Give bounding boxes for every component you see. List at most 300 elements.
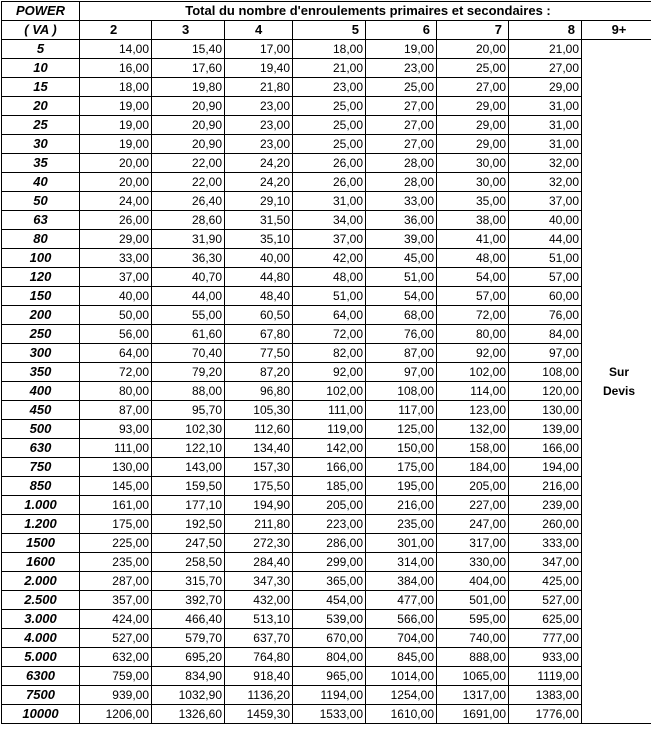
table-row [2,97,651,116]
price-cell: 194,00 [509,458,582,477]
price-cell: 260,00 [509,515,582,534]
price-cell: 23,00 [225,116,293,135]
price-cell: 72,00 [437,306,509,325]
price-cell: 19,00 [366,40,437,59]
price-cell: 513,10 [225,610,293,629]
price-cell: 18,00 [80,78,152,97]
price-cell: 97,00 [509,344,582,363]
power-value: 150 [2,287,80,306]
price-cell: 466,40 [152,610,225,629]
price-cell: 19,00 [80,135,152,154]
price-cell: 60,50 [225,306,293,325]
price-cell: 299,00 [293,553,366,572]
price-cell: 35,10 [225,230,293,249]
col-header-2: 2 [80,21,152,40]
price-cell: 933,00 [509,648,582,667]
price-cell: 1065,00 [437,667,509,686]
price-cell: 24,20 [225,154,293,173]
price-cell: 33,00 [366,192,437,211]
table-row [2,667,651,686]
table-row [2,40,651,59]
power-value: 1600 [2,553,80,572]
power-value: 750 [2,458,80,477]
price-cell: 347,30 [225,572,293,591]
price-cell: 132,00 [437,420,509,439]
table-row [2,173,651,192]
price-cell: 223,00 [293,515,366,534]
table-row [2,705,651,724]
price-cell: 76,00 [366,325,437,344]
power-value: 2.500 [2,591,80,610]
power-value: 100 [2,249,80,268]
quote-line-2: Devis [602,383,636,398]
price-cell: 48,00 [293,268,366,287]
power-value: 300 [2,344,80,363]
price-cell: 60,00 [509,287,582,306]
price-cell: 19,00 [80,116,152,135]
power-value: 250 [2,325,80,344]
price-cell: 84,00 [509,325,582,344]
price-cell: 424,00 [80,610,152,629]
price-cell: 392,70 [152,591,225,610]
power-value: 80 [2,230,80,249]
price-cell: 108,00 [366,382,437,401]
price-cell: 111,00 [293,401,366,420]
price-cell: 56,00 [80,325,152,344]
price-cell: 1691,00 [437,705,509,724]
price-cell: 1254,00 [366,686,437,705]
price-cell: 365,00 [293,572,366,591]
table-row [2,572,651,591]
price-cell: 454,00 [293,591,366,610]
price-cell: 27,00 [509,59,582,78]
price-cell: 1459,30 [225,705,293,724]
power-value: 200 [2,306,80,325]
power-value: 35 [2,154,80,173]
price-cell: 54,00 [366,287,437,306]
price-cell: 31,00 [293,192,366,211]
power-value: 350 [2,363,80,382]
price-cell: 764,80 [225,648,293,667]
table-row [2,135,651,154]
price-cell: 194,90 [225,496,293,515]
col-header-3: 3 [152,21,225,40]
power-value: 30 [2,135,80,154]
price-cell: 1533,00 [293,705,366,724]
price-cell: 1610,00 [366,705,437,724]
power-value: 15 [2,78,80,97]
power-header: POWER [2,2,80,21]
price-cell: 87,00 [366,344,437,363]
price-cell: 595,00 [437,610,509,629]
price-cell: 227,00 [437,496,509,515]
price-cell: 23,00 [366,59,437,78]
power-value: 50 [2,192,80,211]
table-row [2,420,651,439]
price-cell: 112,60 [225,420,293,439]
price-table [1,1,651,724]
price-cell: 25,00 [437,59,509,78]
power-value: 850 [2,477,80,496]
price-cell: 286,00 [293,534,366,553]
price-cell: 28,00 [366,154,437,173]
price-cell: 918,40 [225,667,293,686]
price-cell: 119,00 [293,420,366,439]
price-cell: 35,00 [437,192,509,211]
power-value: 1.200 [2,515,80,534]
price-cell: 57,00 [437,287,509,306]
price-cell: 235,00 [366,515,437,534]
price-cell: 102,00 [293,382,366,401]
price-cell: 20,90 [152,97,225,116]
price-cell: 34,00 [293,211,366,230]
price-cell: 632,00 [80,648,152,667]
price-cell: 759,00 [80,667,152,686]
col-header-9plus: 9+ [582,21,651,40]
price-cell: 150,00 [366,439,437,458]
price-cell: 54,00 [437,268,509,287]
price-cell: 804,00 [293,648,366,667]
table-row [2,78,651,97]
table-row [2,59,651,78]
price-cell: 28,60 [152,211,225,230]
price-cell: 44,80 [225,268,293,287]
price-cell: 32,00 [509,154,582,173]
price-cell: 22,00 [152,173,225,192]
power-value: 6300 [2,667,80,686]
price-cell: 158,00 [437,439,509,458]
price-cell: 527,00 [80,629,152,648]
price-cell: 20,90 [152,116,225,135]
price-cell: 122,10 [152,439,225,458]
price-cell: 26,00 [293,173,366,192]
price-cell: 477,00 [366,591,437,610]
price-cell: 21,80 [225,78,293,97]
price-cell: 29,00 [437,116,509,135]
price-cell: 61,60 [152,325,225,344]
power-value: 2.000 [2,572,80,591]
price-cell: 25,00 [366,78,437,97]
price-cell: 80,00 [437,325,509,344]
price-cell: 347,00 [509,553,582,572]
price-cell: 114,00 [437,382,509,401]
price-cell: 26,00 [293,154,366,173]
price-cell: 175,50 [225,477,293,496]
price-cell: 16,00 [80,59,152,78]
power-value: 40 [2,173,80,192]
table-row [2,287,651,306]
table-row [2,534,651,553]
price-cell: 501,00 [437,591,509,610]
price-cell: 159,50 [152,477,225,496]
table-row [2,325,651,344]
price-cell: 315,70 [152,572,225,591]
price-cell: 36,00 [366,211,437,230]
price-cell: 31,00 [509,135,582,154]
price-cell: 21,00 [293,59,366,78]
price-cell: 64,00 [80,344,152,363]
price-cell: 64,00 [293,306,366,325]
price-cell: 185,00 [293,477,366,496]
price-cell: 31,50 [225,211,293,230]
price-cell: 20,00 [437,40,509,59]
price-cell: 20,90 [152,135,225,154]
price-cell: 145,00 [80,477,152,496]
price-cell: 23,00 [293,78,366,97]
price-cell: 425,00 [509,572,582,591]
price-cell: 239,00 [509,496,582,515]
price-cell: 205,00 [437,477,509,496]
price-cell: 777,00 [509,629,582,648]
power-value: 20 [2,97,80,116]
price-cell: 44,00 [509,230,582,249]
price-cell: 123,00 [437,401,509,420]
price-cell: 25,00 [293,116,366,135]
table-row [2,230,651,249]
price-cell: 102,30 [152,420,225,439]
table-row [2,363,651,382]
table-row [2,477,651,496]
power-value: 5.000 [2,648,80,667]
price-cell: 37,00 [293,230,366,249]
power-value: 1500 [2,534,80,553]
price-cell: 1136,20 [225,686,293,705]
power-value: 450 [2,401,80,420]
price-cell: 23,00 [225,135,293,154]
price-cell: 20,00 [80,173,152,192]
col-header-8: 8 [509,21,582,40]
price-cell: 44,00 [152,287,225,306]
price-cell: 25,00 [293,97,366,116]
price-cell: 14,00 [80,40,152,59]
price-cell: 93,00 [80,420,152,439]
col-header-7: 7 [437,21,509,40]
price-cell: 195,00 [366,477,437,496]
price-cell: 247,50 [152,534,225,553]
price-cell: 45,00 [366,249,437,268]
price-cell: 22,00 [152,154,225,173]
price-cell: 40,00 [225,249,293,268]
table-row [2,553,651,572]
header-row-2 [2,21,651,40]
table-row [2,382,651,401]
price-cell: 566,00 [366,610,437,629]
price-cell: 29,00 [80,230,152,249]
price-cell: 31,90 [152,230,225,249]
price-cell: 130,00 [80,458,152,477]
price-cell: 42,00 [293,249,366,268]
price-cell: 32,00 [509,173,582,192]
price-cell: 1194,00 [293,686,366,705]
price-cell: 108,00 [509,363,582,382]
price-cell: 301,00 [366,534,437,553]
price-cell: 965,00 [293,667,366,686]
table-row [2,629,651,648]
price-cell: 225,00 [80,534,152,553]
table-row [2,591,651,610]
total-windings-header: Total du nombre d'enroulements primaires et secondaires : [80,2,651,21]
price-cell: 357,00 [80,591,152,610]
price-cell: 87,00 [80,401,152,420]
table-row [2,496,651,515]
price-cell: 72,00 [80,363,152,382]
table-row [2,116,651,135]
price-cell: 333,00 [509,534,582,553]
price-cell: 79,20 [152,363,225,382]
price-cell: 80,00 [80,382,152,401]
price-cell: 314,00 [366,553,437,572]
price-cell: 29,00 [509,78,582,97]
price-cell: 539,00 [293,610,366,629]
price-cell: 41,00 [437,230,509,249]
price-cell: 24,20 [225,173,293,192]
price-cell: 26,40 [152,192,225,211]
price-cell: 177,10 [152,496,225,515]
price-cell: 184,00 [437,458,509,477]
power-value: 500 [2,420,80,439]
price-cell: 19,00 [80,97,152,116]
table-row [2,344,651,363]
price-cell: 68,00 [366,306,437,325]
price-cell: 205,00 [293,496,366,515]
table-row [2,648,651,667]
table-row [2,154,651,173]
price-cell: 87,20 [225,363,293,382]
price-cell: 17,00 [225,40,293,59]
table-row [2,610,651,629]
price-cell: 939,00 [80,686,152,705]
price-cell: 40,70 [152,268,225,287]
price-cell: 37,00 [80,268,152,287]
price-cell: 18,00 [293,40,366,59]
price-cell: 166,00 [509,439,582,458]
price-cell: 27,00 [437,78,509,97]
price-cell: 834,90 [152,667,225,686]
price-cell: 39,00 [366,230,437,249]
power-value: 630 [2,439,80,458]
price-cell: 95,70 [152,401,225,420]
price-cell: 76,00 [509,306,582,325]
price-cell: 27,00 [366,97,437,116]
price-cell: 625,00 [509,610,582,629]
price-cell: 31,00 [509,116,582,135]
power-value: 120 [2,268,80,287]
price-cell: 96,80 [225,382,293,401]
price-cell: 166,00 [293,458,366,477]
table-row [2,401,651,420]
price-cell: 29,00 [437,135,509,154]
price-cell: 19,40 [225,59,293,78]
price-cell: 175,00 [366,458,437,477]
price-cell: 1776,00 [509,705,582,724]
price-cell: 40,00 [509,211,582,230]
col-header-4: 4 [225,21,293,40]
table-row [2,515,651,534]
price-cell: 130,00 [509,401,582,420]
power-value: 5 [2,40,80,59]
power-value: 63 [2,211,80,230]
price-cell: 72,00 [293,325,366,344]
price-cell: 102,00 [437,363,509,382]
price-cell: 216,00 [509,477,582,496]
price-cell: 27,00 [366,135,437,154]
price-cell: 105,30 [225,401,293,420]
table-row [2,268,651,287]
header-row-1 [2,2,651,21]
power-value: 4.000 [2,629,80,648]
power-value: 10 [2,59,80,78]
price-cell: 37,00 [509,192,582,211]
price-cell: 740,00 [437,629,509,648]
power-value: 10000 [2,705,80,724]
price-cell: 30,00 [437,173,509,192]
price-cell: 111,00 [80,439,152,458]
price-cell: 1383,00 [509,686,582,705]
price-cell: 31,00 [509,97,582,116]
price-cell: 40,00 [80,287,152,306]
price-cell: 695,20 [152,648,225,667]
price-cell: 1014,00 [366,667,437,686]
price-cell: 272,30 [225,534,293,553]
power-value: 1.000 [2,496,80,515]
price-cell: 175,00 [80,515,152,534]
price-cell: 15,40 [152,40,225,59]
price-cell: 55,00 [152,306,225,325]
price-cell: 25,00 [293,135,366,154]
price-cell: 143,00 [152,458,225,477]
price-cell: 117,00 [366,401,437,420]
price-cell: 30,00 [437,154,509,173]
price-cell: 97,00 [366,363,437,382]
price-cell: 579,70 [152,629,225,648]
price-cell: 38,00 [437,211,509,230]
price-cell: 287,00 [80,572,152,591]
price-cell: 235,00 [80,553,152,572]
price-cell: 51,00 [366,268,437,287]
price-cell: 216,00 [366,496,437,515]
price-cell: 330,00 [437,553,509,572]
price-cell: 24,00 [80,192,152,211]
price-cell: 27,00 [366,116,437,135]
price-cell: 82,00 [293,344,366,363]
price-cell: 1326,60 [152,705,225,724]
price-cell: 33,00 [80,249,152,268]
power-value: 7500 [2,686,80,705]
price-cell: 125,00 [366,420,437,439]
price-cell: 50,00 [80,306,152,325]
price-cell: 20,00 [80,154,152,173]
unit-header: ( VA ) [2,21,80,40]
table-row [2,211,651,230]
price-cell: 92,00 [293,363,366,382]
price-cell: 1206,00 [80,705,152,724]
price-cell: 284,40 [225,553,293,572]
table-row [2,192,651,211]
price-cell: 19,80 [152,78,225,97]
price-cell: 247,00 [437,515,509,534]
price-cell: 258,50 [152,553,225,572]
price-cell: 317,00 [437,534,509,553]
price-cell: 120,00 [509,382,582,401]
table-row [2,686,651,705]
price-cell: 48,00 [437,249,509,268]
table-row [2,458,651,477]
price-cell: 48,40 [225,287,293,306]
price-cell: 845,00 [366,648,437,667]
quote-line-1: Sur [608,364,629,379]
power-value: 400 [2,382,80,401]
price-cell: 1032,90 [152,686,225,705]
